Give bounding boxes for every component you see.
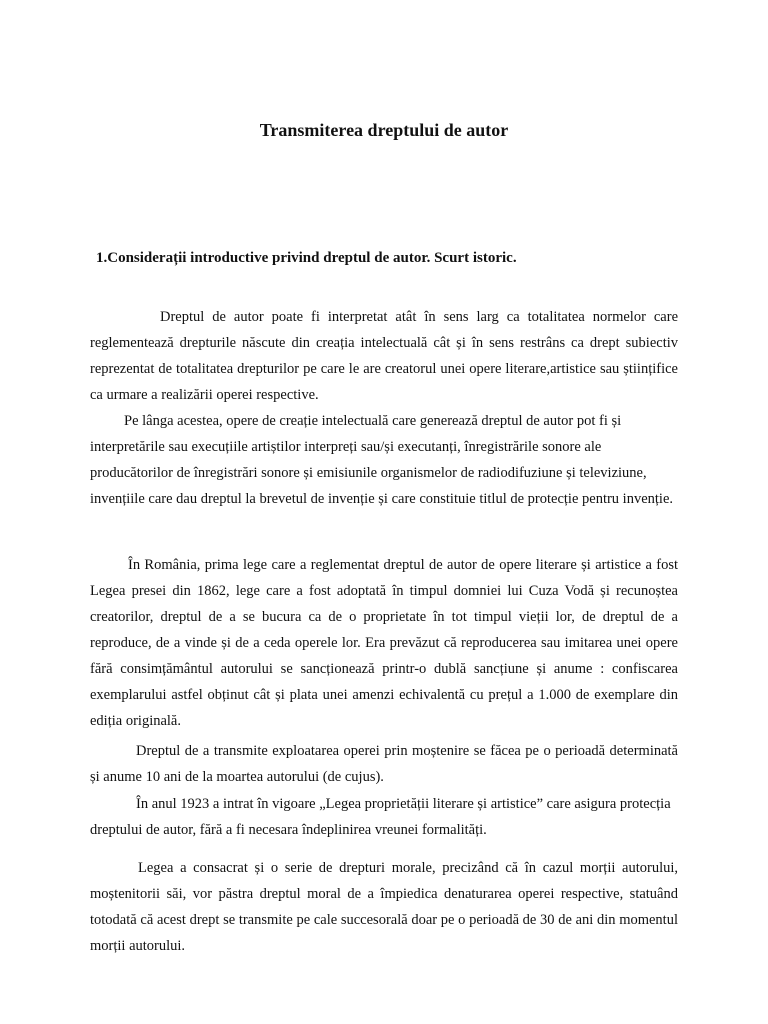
paragraph-romania-history: În România, prima lege care a reglementat dreptul de autor de opere literare și artistice a fost Legea presei din 1862, lege care a fost adoptată în timpul domniei lui Cuza Vodă și recunoștea creatorilor, dreptul de a se bucura ca de o proprietate în tot timpul vieții lor, de dreptul de a reproduce, de a vinde și de a ceda operele lor. Era prevăzut că reproducerea sau imitarea unei opere fără consimțământul autorului se sancționează printr-o dublă sancțiune și anume : confiscarea exemplarului astfel obținut cât și plata unei amenzi echivalentă cu prețul a 1.000 de exemplare din ediția originală. [90, 557, 678, 729]
section-heading: 1.Considerații introductive privind dreptul de autor. Scurt istoric. [96, 250, 517, 266]
paragraph-moral-rights: Legea a consacrat și o serie de drepturi morale, precizând că în cazul morții autorului, moștenitorii săi, vor păstra dreptul moral de a împiedica denaturarea operei respective, statuând totodată că acest drept se transmite pe cale succesorală doar pe o perioadă de 30 de ani din momentul morții autorului. [90, 860, 678, 954]
paragraph-inheritance: Dreptul de a transmite exploatarea operei prin moștenire se făcea pe o perioadă determinată și anume 10 ani de la moartea autorului (de cujus). [90, 743, 678, 785]
paragraph-creations: Pe lânga acestea, opere de creație intelectuală care generează dreptul de autor pot fi și interpretările sau execuțiile artiștilor interpreți sau/și executanți, înregistrările sonore ale producătorilor de înregistrări sonore și emisiunile organismelor de radiodifuziune și televiziune, invențiile care dau dreptul la brevetul de invenție și care constituie titlul de protecție pentru invenție. [90, 413, 674, 507]
paragraph-law-1923: În anul 1923 a intrat în vigoare „Legea proprietății literare și artistice” care asigura protecția dreptului de autor, fără a fi necesara îndeplinirea vreunei formalități. [90, 796, 671, 838]
document-title: Transmiterea dreptului de autor [259, 120, 509, 140]
paragraph-definition: Dreptul de autor poate fi interpretat atât în sens larg ca totalitatea normelor care reglementează drepturile născute din creația intelectuală cât și în sens restrâns ca drept subiectiv reprezentat de totalitatea drepturilor pe care le are creatorul unei opere literare,artistice sau științifice ca urmare a realizării operei respective. [90, 309, 678, 403]
